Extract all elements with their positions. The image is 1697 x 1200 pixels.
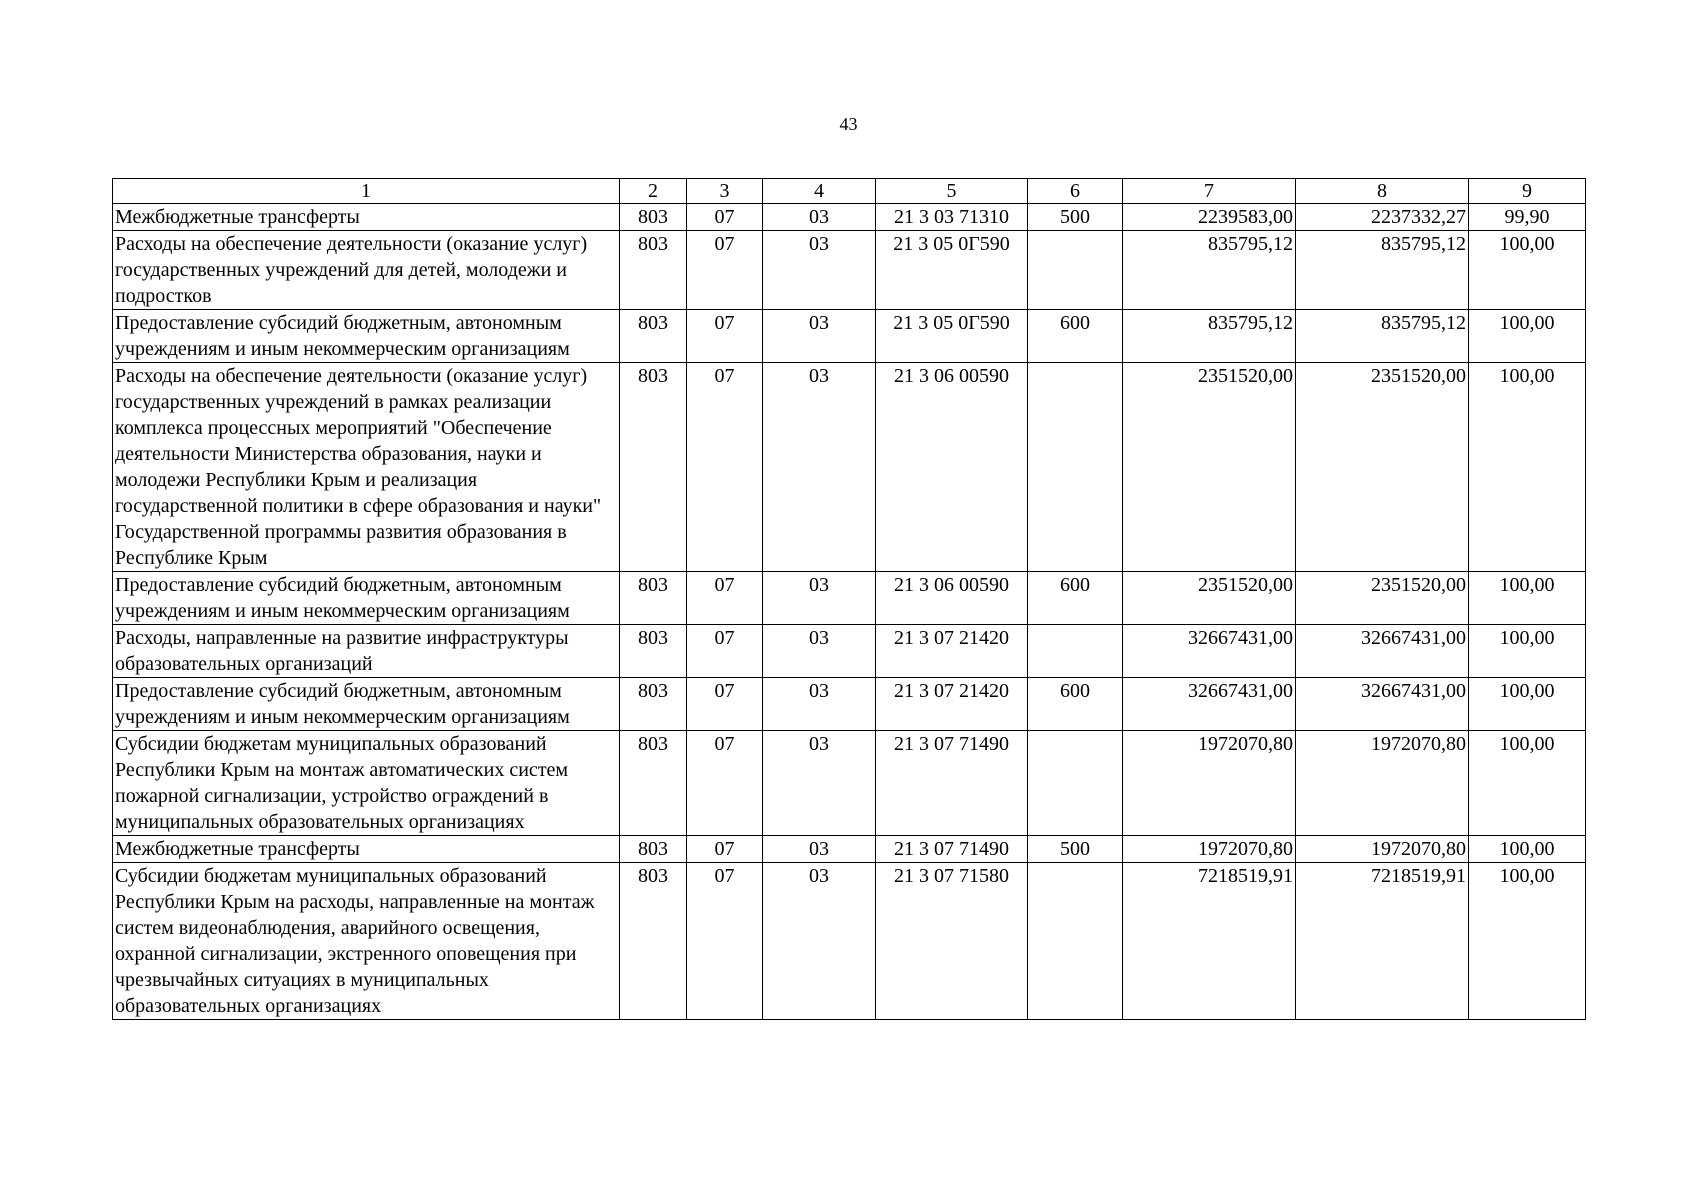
- row-description: Расходы на обеспечение деятельности (оказание услуг) государственных учреждений в рамках реализации комплекса процессных мероприятий "Обеспечение деятельности Министерства образования, науки и молодежи Республики Крым и реализация государственной политики в сфере образования и науки" Государственной программы развития образования в Республике Крым: [113, 363, 620, 572]
- cell-executed-amount: 835795,12: [1296, 231, 1469, 310]
- cell-executed-amount: 2351520,00: [1296, 363, 1469, 572]
- cell-executed-amount: 1972070,80: [1296, 836, 1469, 863]
- cell-target-article: 21 3 06 00590: [876, 572, 1028, 625]
- cell-section: 07: [687, 310, 763, 363]
- cell-executed-amount: 32667431,00: [1296, 678, 1469, 731]
- cell-subsection: 03: [763, 363, 876, 572]
- cell-ministry-code: 803: [620, 204, 687, 231]
- row-description: Предоставление субсидий бюджетным, автономным учреждениям и иным некоммерческим организациям: [113, 678, 620, 731]
- cell-execution-percent: 99,90: [1469, 204, 1586, 231]
- cell-approved-amount: 835795,12: [1123, 310, 1296, 363]
- cell-execution-percent: 100,00: [1469, 363, 1586, 572]
- cell-approved-amount: 2351520,00: [1123, 572, 1296, 625]
- cell-section: 07: [687, 363, 763, 572]
- cell-ministry-code: 803: [620, 731, 687, 836]
- table-row: [113, 625, 1586, 678]
- column-header: 4: [763, 179, 876, 204]
- cell-approved-amount: 1972070,80: [1123, 836, 1296, 863]
- cell-approved-amount: 7218519,91: [1123, 863, 1296, 1020]
- column-header: 1: [113, 179, 620, 204]
- column-header: 5: [876, 179, 1028, 204]
- table-row: [113, 204, 1586, 231]
- cell-approved-amount: 32667431,00: [1123, 625, 1296, 678]
- cell-ministry-code: 803: [620, 625, 687, 678]
- column-header: 7: [1123, 179, 1296, 204]
- table-row: [113, 863, 1586, 1020]
- cell-executed-amount: 2351520,00: [1296, 572, 1469, 625]
- cell-expense-type: [1028, 731, 1123, 836]
- cell-target-article: 21 3 03 71310: [876, 204, 1028, 231]
- row-description: Расходы на обеспечение деятельности (оказание услуг) государственных учреждений для детей, молодежи и подростков: [113, 231, 620, 310]
- page-number: 43: [839, 114, 858, 134]
- cell-subsection: 03: [763, 625, 876, 678]
- cell-ministry-code: 803: [620, 363, 687, 572]
- row-description: Межбюджетные трансферты: [113, 836, 620, 863]
- cell-approved-amount: 32667431,00: [1123, 678, 1296, 731]
- cell-expense-type: [1028, 363, 1123, 572]
- cell-target-article: 21 3 07 21420: [876, 678, 1028, 731]
- cell-execution-percent: 100,00: [1469, 310, 1586, 363]
- cell-subsection: 03: [763, 310, 876, 363]
- cell-target-article: 21 3 07 71580: [876, 863, 1028, 1020]
- cell-approved-amount: 835795,12: [1123, 231, 1296, 310]
- cell-execution-percent: 100,00: [1469, 836, 1586, 863]
- cell-execution-percent: 100,00: [1469, 863, 1586, 1020]
- cell-ministry-code: 803: [620, 836, 687, 863]
- cell-ministry-code: 803: [620, 678, 687, 731]
- column-header: 6: [1028, 179, 1123, 204]
- cell-execution-percent: 100,00: [1469, 731, 1586, 836]
- cell-executed-amount: 835795,12: [1296, 310, 1469, 363]
- row-description: Расходы, направленные на развитие инфраструктуры образовательных организаций: [113, 625, 620, 678]
- cell-target-article: 21 3 05 0Г590: [876, 231, 1028, 310]
- row-description: Субсидии бюджетам муниципальных образований Республики Крым на монтаж автоматических систем пожарной сигнализации, устройство ограждений в муниципальных образовательных организациях: [113, 731, 620, 836]
- table-row: [113, 310, 1586, 363]
- cell-ministry-code: 803: [620, 863, 687, 1020]
- row-description: Предоставление субсидий бюджетным, автономным учреждениям и иным некоммерческим организациям: [113, 572, 620, 625]
- table-row: [113, 678, 1586, 731]
- cell-ministry-code: 803: [620, 231, 687, 310]
- cell-subsection: 03: [763, 836, 876, 863]
- cell-section: 07: [687, 731, 763, 836]
- column-header: 8: [1296, 179, 1469, 204]
- cell-expense-type: 500: [1028, 204, 1123, 231]
- cell-target-article: 21 3 07 71490: [876, 836, 1028, 863]
- cell-target-article: 21 3 07 21420: [876, 625, 1028, 678]
- cell-target-article: 21 3 05 0Г590: [876, 310, 1028, 363]
- cell-section: 07: [687, 836, 763, 863]
- cell-executed-amount: 2237332,27: [1296, 204, 1469, 231]
- cell-target-article: 21 3 07 71490: [876, 731, 1028, 836]
- cell-expense-type: 600: [1028, 572, 1123, 625]
- cell-approved-amount: 2351520,00: [1123, 363, 1296, 572]
- cell-section: 07: [687, 204, 763, 231]
- table-row: [113, 836, 1586, 863]
- cell-subsection: 03: [763, 678, 876, 731]
- cell-approved-amount: 1972070,80: [1123, 731, 1296, 836]
- cell-approved-amount: 2239583,00: [1123, 204, 1296, 231]
- cell-ministry-code: 803: [620, 310, 687, 363]
- cell-expense-type: 500: [1028, 836, 1123, 863]
- cell-executed-amount: 1972070,80: [1296, 731, 1469, 836]
- table-row: [113, 231, 1586, 310]
- cell-expense-type: [1028, 863, 1123, 1020]
- table-row: [113, 572, 1586, 625]
- table-body: [113, 204, 1586, 1020]
- cell-executed-amount: 32667431,00: [1296, 625, 1469, 678]
- budget-table: [112, 178, 1586, 1020]
- cell-target-article: 21 3 06 00590: [876, 363, 1028, 572]
- cell-expense-type: [1028, 625, 1123, 678]
- table-row: [113, 731, 1586, 836]
- table-row: [113, 363, 1586, 572]
- cell-section: 07: [687, 678, 763, 731]
- cell-subsection: 03: [763, 731, 876, 836]
- row-description: Межбюджетные трансферты: [113, 204, 620, 231]
- cell-subsection: 03: [763, 572, 876, 625]
- cell-section: 07: [687, 572, 763, 625]
- column-header: 9: [1469, 179, 1586, 204]
- cell-ministry-code: 803: [620, 572, 687, 625]
- cell-expense-type: 600: [1028, 310, 1123, 363]
- row-description: Субсидии бюджетам муниципальных образований Республики Крым на расходы, направленные на монтаж систем видеонаблюдения, аварийного освещения, охранной сигнализации, экстренного оповещения при чрезвычайных ситуациях в муниципальных образовательных организациях: [113, 863, 620, 1020]
- column-header: 2: [620, 179, 687, 204]
- cell-subsection: 03: [763, 204, 876, 231]
- cell-execution-percent: 100,00: [1469, 572, 1586, 625]
- column-header: 3: [687, 179, 763, 204]
- cell-subsection: 03: [763, 863, 876, 1020]
- cell-execution-percent: 100,00: [1469, 678, 1586, 731]
- cell-section: 07: [687, 625, 763, 678]
- cell-execution-percent: 100,00: [1469, 625, 1586, 678]
- cell-subsection: 03: [763, 231, 876, 310]
- cell-section: 07: [687, 863, 763, 1020]
- cell-execution-percent: 100,00: [1469, 231, 1586, 310]
- column-number-row: [113, 179, 1586, 204]
- cell-section: 07: [687, 231, 763, 310]
- cell-expense-type: [1028, 231, 1123, 310]
- row-description: Предоставление субсидий бюджетным, автономным учреждениям и иным некоммерческим организациям: [113, 310, 620, 363]
- cell-expense-type: 600: [1028, 678, 1123, 731]
- cell-executed-amount: 7218519,91: [1296, 863, 1469, 1020]
